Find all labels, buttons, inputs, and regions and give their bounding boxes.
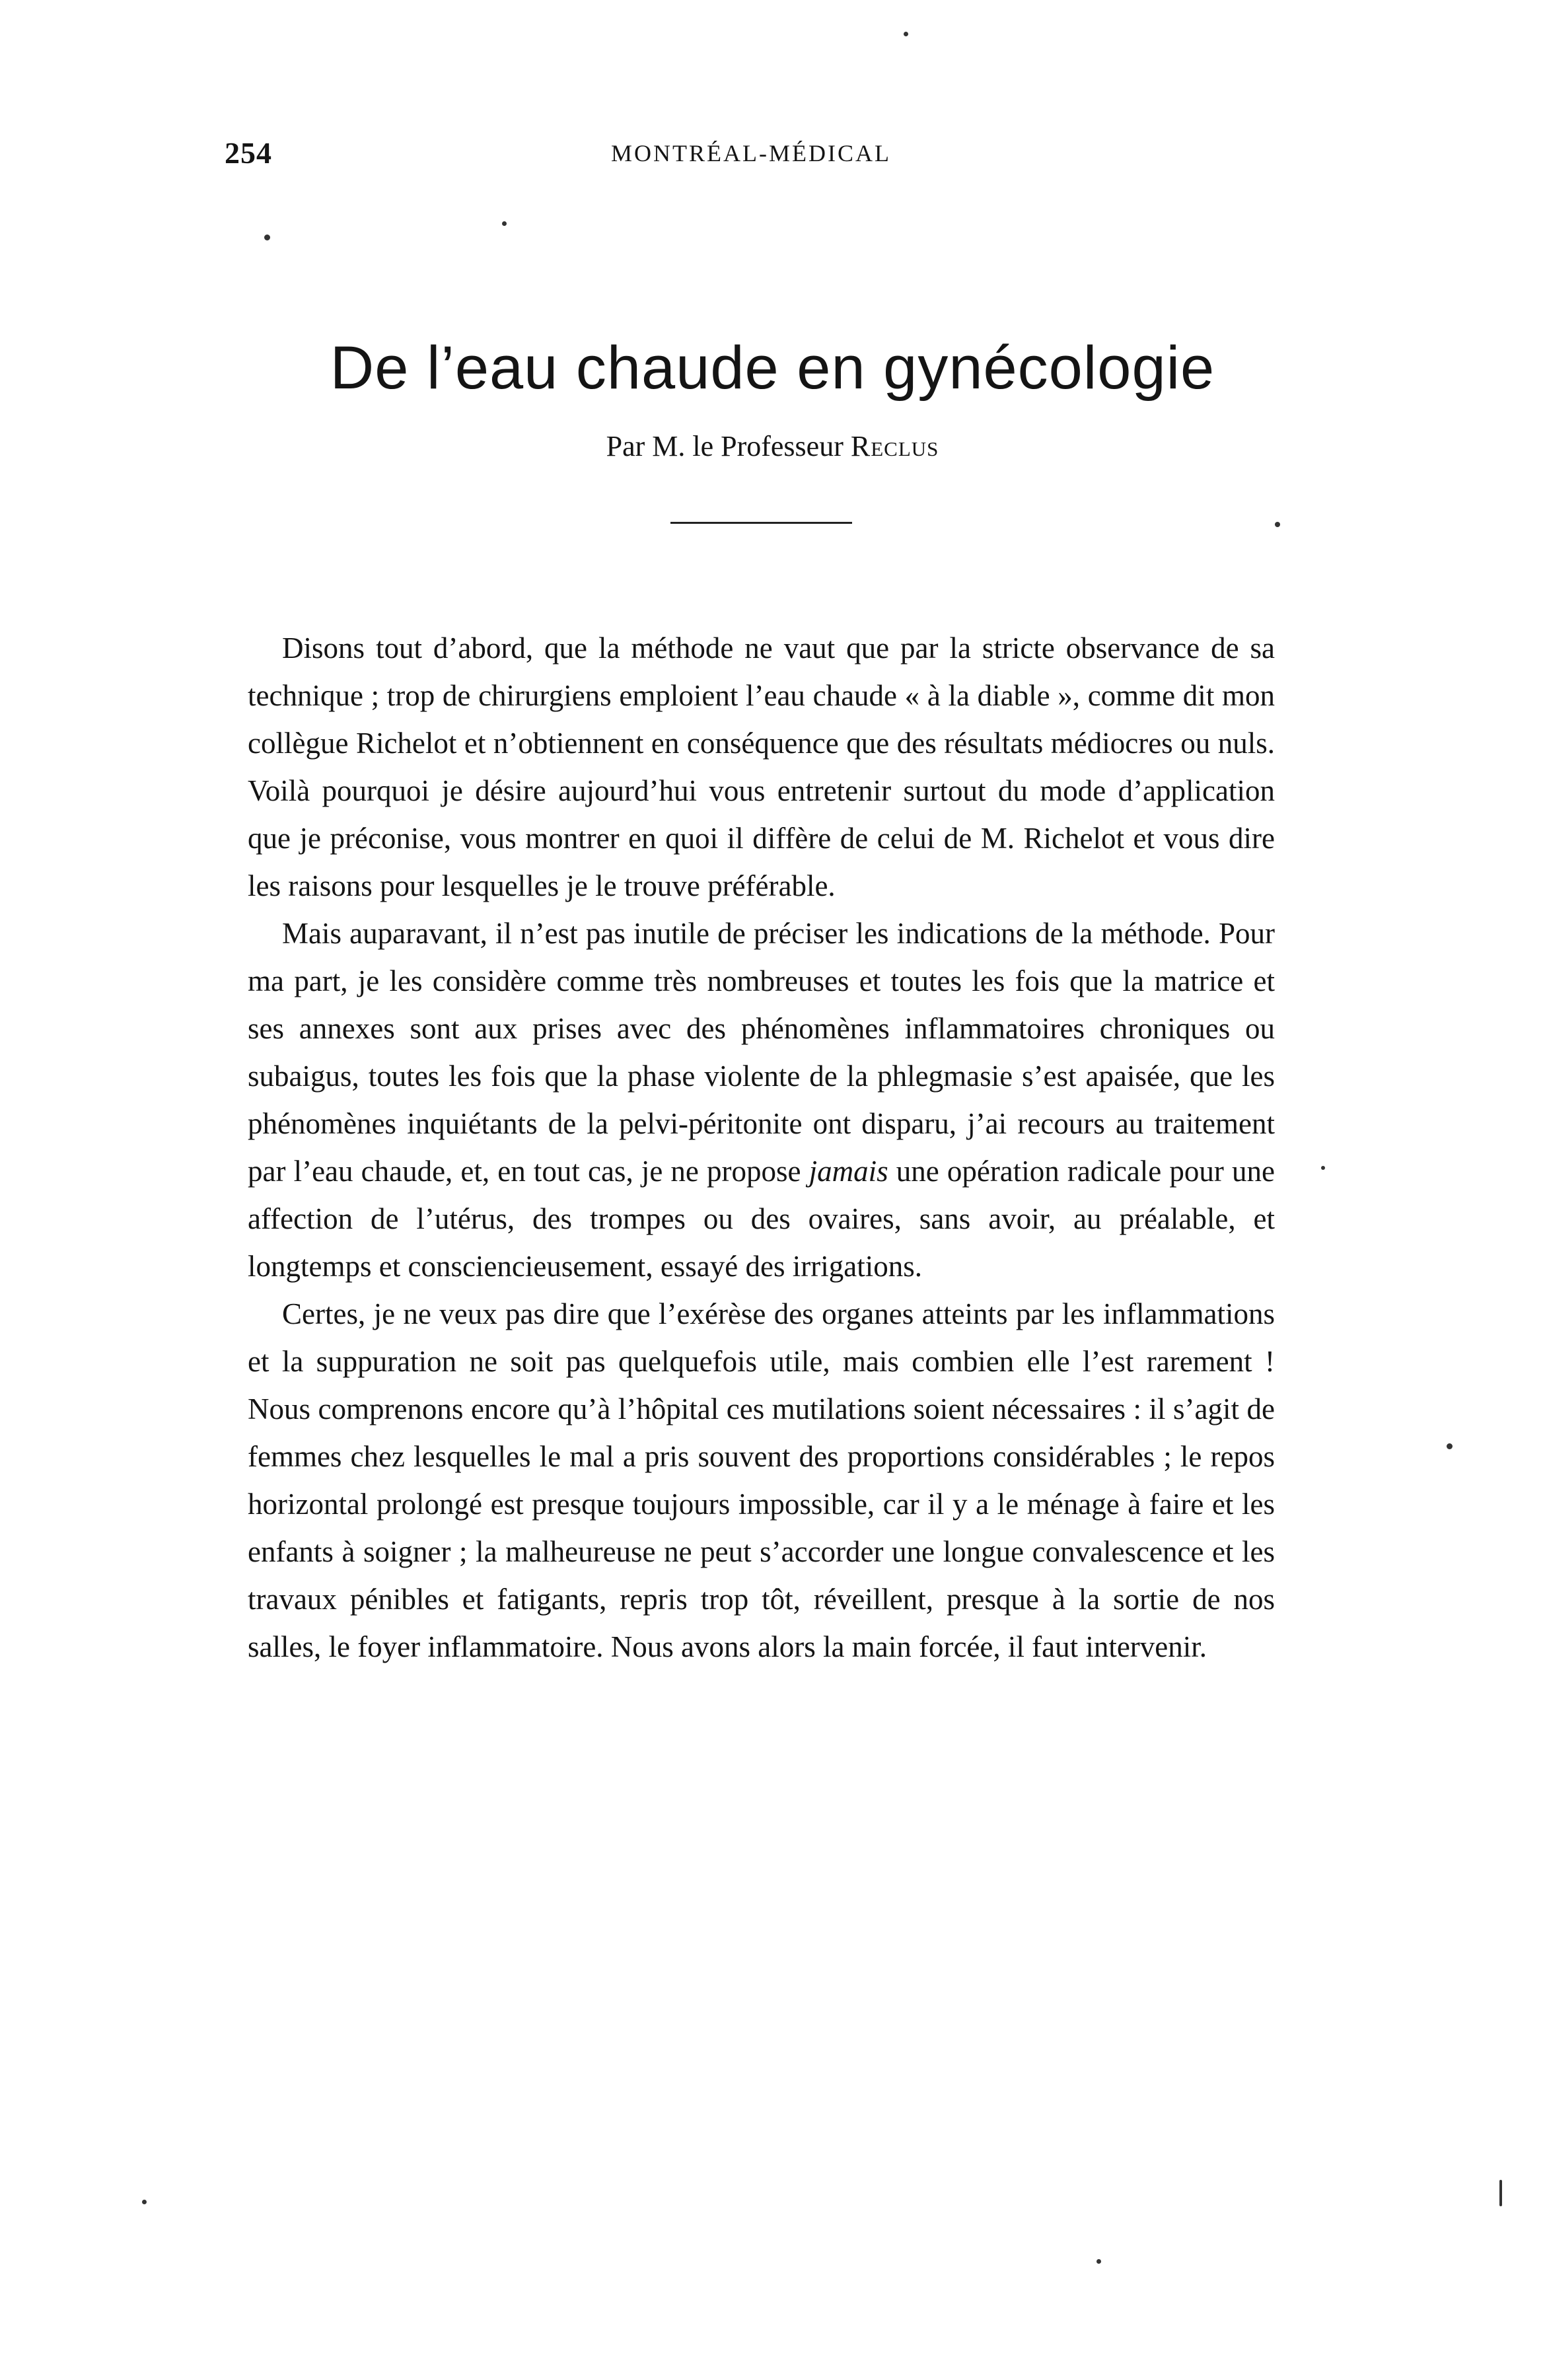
scan-speck <box>142 2200 147 2204</box>
paragraph-2-text-a: Mais auparavant, il n’est pas inutile de préciser les indications de la méthode. Pour ma part, je les considère comme très nombreuses et toutes les fois que la matrice et ses annexes sont aux prises avec des phénomènes inflammatoires chroniques ou subaigus, toutes les fois que la phase violente de la phlegmasie s’est apaisée, que les phénomènes inquiétants de la pelvi-péritonite ont disparu, j’ai recours au traitement par l’eau chaude, et, en tout cas, je ne propose <box>248 917 1275 1188</box>
scan-speck <box>904 32 908 36</box>
scan-speck <box>1447 1443 1453 1449</box>
scan-speck <box>1499 2180 1502 2206</box>
article-body <box>248 624 1275 1671</box>
paragraph-2-emphasis: jamais <box>808 1155 888 1188</box>
paragraph-2 <box>248 910 1275 1290</box>
scan-speck <box>502 221 507 226</box>
scan-speck <box>1321 1166 1325 1170</box>
scan-speck <box>264 234 270 240</box>
running-head <box>225 135 1255 175</box>
page-number: 254 <box>225 136 272 170</box>
article-title: De l’eau chaude en gynécologie <box>330 334 1215 402</box>
paragraph-2-text-b: une opération radicale pour une affection de l’utérus, des trompes ou des ovaires, sans avoir, au préalable, et longtemps et consciencieusement, essayé des irrigations. <box>248 1155 1275 1283</box>
title-divider <box>670 522 852 524</box>
byline-author: Reclus <box>850 430 939 462</box>
byline <box>0 429 1545 463</box>
scan-speck <box>1275 522 1280 527</box>
scan-speck <box>1096 2259 1101 2264</box>
paragraph-3: Certes, je ne veux pas dire que l’exérèse des organes atteints par les inflammations et la suppuration ne soit pas quelquefois utile, mais combien elle l’est rarement ! Nous comprenons encore qu’à l’hôpital ces mutilations soient nécessaires : il s’agit de femmes chez lesquelles le mal a pris souvent des proportions considérables ; le repos horizontal prolongé est presque toujours impossible, car il y a le ménage à faire et les enfants à soigner ; la malheureuse ne peut s’accorder une longue convalescence et les travaux pénibles et fatigants, repris trop tôt, réveillent, presque à la sortie de nos salles, le foyer inflammatoire. Nous avons alors la main forcée, il faut intervenir. <box>248 1297 1275 1663</box>
byline-prefix: Par M. le Professeur <box>606 430 844 462</box>
journal-title: MONTRÉAL-MÉDICAL <box>611 140 891 166</box>
paragraph-1: Disons tout d’abord, que la méthode ne vaut que par la stricte observance de sa technique ; trop de chirurgiens emploient l’eau chaude « à la diable », comme dit mon collègue Richelot et n’obtiennent en conséquence que des résultats médiocres ou nuls. Voilà pourquoi je désire aujourd’hui vous entretenir surtout du mode d’application que je préconise, vous montrer en quoi il diffère de celui de M. Richelot et vous dire les raisons pour lesquelles je le trouve préférable. <box>248 631 1275 902</box>
